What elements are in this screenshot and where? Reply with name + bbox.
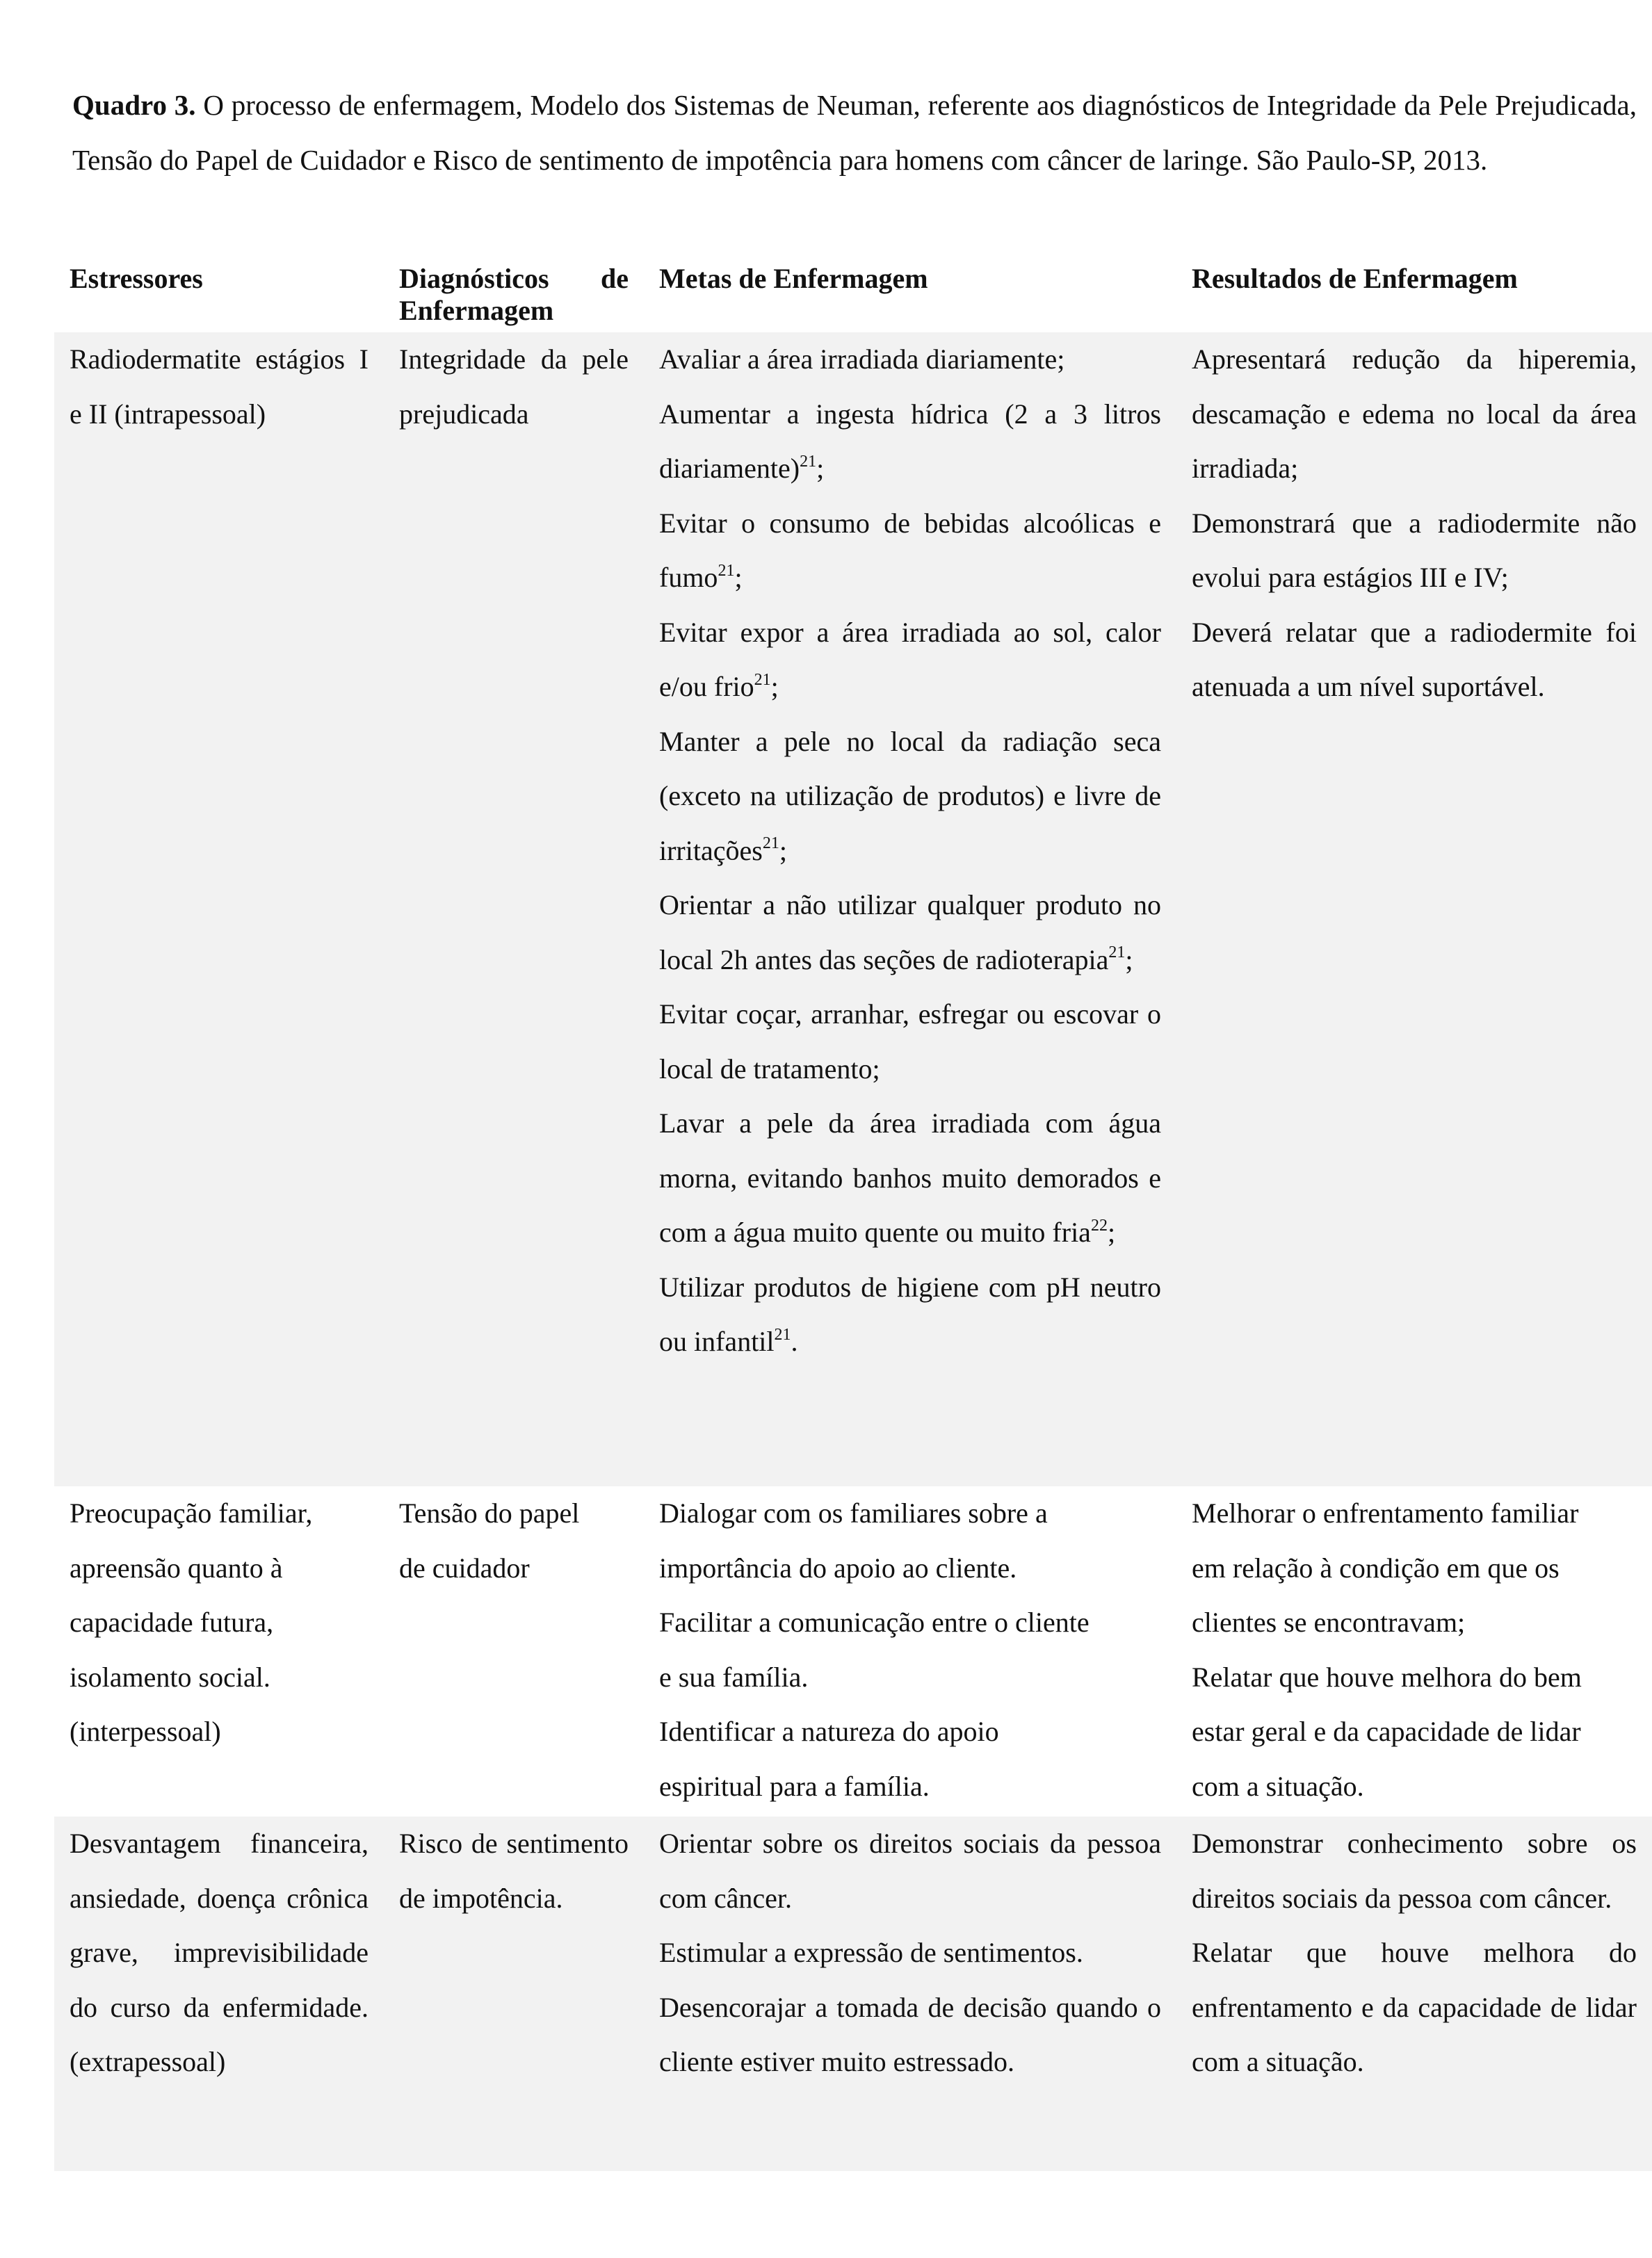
caption-label: Quadro 3. [72,89,196,121]
cell-resultados [1176,1817,1652,2171]
meta-item: Avaliar a área irradiada diariamente; [659,343,1065,375]
meta-item: Orientar sobre os direitos sociais da pessoa com câncer. [659,1828,1161,1914]
table-row [54,1817,1652,2171]
resultado-item: em relação à condição em que os [1192,1552,1560,1584]
meta-item: Desencorajar a tomada de decisão quando o cliente estiver muito estressado. [659,1991,1161,2077]
reference-number: 21 [1108,943,1126,962]
resultado-item: Apresentará redução da hiperemia, descamação e edema no local da área irradiada; [1192,343,1637,484]
meta-item: Manter a pele no local da radiação seca (exceto na utilização de produtos) e livre de irritações$^{21}$; [659,725,1161,866]
reference-number: 21 [762,834,779,853]
reference-number: 21 [774,1325,791,1344]
resultado-item: com a situação. [1192,1770,1364,1802]
reference-number: 21 [754,670,771,689]
meta-item: Dialogar com os familiares sobre a [659,1497,1048,1529]
cell-estressores: Desvantagem financeira, ansiedade, doença crônica grave, imprevisibilidade do curso da enfermidade. (extrapessoal) [54,1817,384,2171]
cell-diagnostico: Tensão do papel de cuidador [399,1497,580,1584]
meta-item: espiritual para a família. [659,1770,930,1802]
cell-resultados [1176,332,1652,1486]
cell-estressores: Radiodermatite estágios I e II (intrapessoal) [54,332,384,1486]
meta-item: Evitar coçar, arranhar, esfregar ou escovar o local de tratamento; [659,998,1161,1085]
resultado-item: Relatar que houve melhora do bem [1192,1661,1582,1693]
table-row [54,332,1652,1486]
meta-item: Orientar a não utilizar qualquer produto no local 2h antes das seções de radioterapia$^{21}$; [659,889,1161,975]
resultado-item: Deverá relatar que a radiodermite foi atenuada a um nível suportável. [1192,616,1637,702]
meta-item: Aumentar a ingesta hídrica (2 a 3 litros diariamente)$^{21}$; [659,398,1161,484]
header-resultados: Resultados de Enfermagem [1192,263,1518,294]
caption-text: O processo de enfermagem, Modelo dos Sistemas de Neuman, referente aos diagnósticos de Integridade da Pele Prejudicada, Tensão do Papel de Cuidador e Risco de sentimento de impotência para homens com câncer de laringe. São Paulo-SP, 2013. [72,89,1637,176]
cell-metas [644,1486,1176,1817]
reference-number: 21 [718,561,735,580]
cell-diagnostico: Risco de sentimento de impotência. [384,1817,644,2171]
cell-diagnostico: Integridade da pele prejudicada [384,332,644,1486]
table-header-row [54,259,1652,332]
resultado-item: Melhorar o enfrentamento familiar [1192,1497,1579,1529]
meta-item: Evitar expor a área irradiada ao sol, calor e/ou frio$^{21}$; [659,616,1161,702]
reference-number: 21 [800,452,817,471]
table-row [54,1486,1652,1817]
resultado-item: Demonstrará que a radiodermite não evolui para estágios III e IV; [1192,507,1637,593]
cell-resultados [1176,1486,1652,1817]
meta-item: Evitar o consumo de bebidas alcoólicas e fumo$^{21}$; [659,507,1161,593]
cell-metas [644,1817,1176,2171]
header-estressores: Estressores [70,263,203,294]
cell-metas [644,332,1176,1486]
meta-item: Estimular a expressão de sentimentos. [659,1937,1083,1968]
header-metas: Metas de Enfermagem [659,263,928,294]
meta-item: Lavar a pele da área irradiada com água morna, evitando banhos muito demorados e com a água muito quente ou muito fria$^{22}$; [659,1107,1161,1248]
resultado-item: estar geral e da capacidade de lidar [1192,1716,1581,1747]
table-caption [72,78,1637,188]
nursing-process-table [54,259,1652,2171]
meta-item: e sua família. [659,1661,809,1693]
cell-estressores: Preocupação familiar, apreensão quanto à capacidade futura, isolamento social. (interpessoal) [70,1497,313,1747]
resultado-item: clientes se encontravam; [1192,1607,1466,1638]
meta-item: Identificar a natureza do apoio [659,1716,999,1747]
meta-item: importância do apoio ao cliente. [659,1552,1017,1584]
header-diagnosticos: Diagnósticos de Enfermagem [399,263,629,326]
reference-number: 22 [1090,1216,1108,1235]
resultado-item: Relatar que houve melhora do enfrentamento e da capacidade de lidar com a situação. [1192,1937,1637,2077]
resultado-item: Demonstrar conhecimento sobre os direitos sociais da pessoa com câncer. [1192,1828,1637,1914]
meta-item: Facilitar a comunicação entre o cliente [659,1607,1090,1638]
meta-item: Utilizar produtos de higiene com pH neutro ou infantil$^{21}$. [659,1271,1161,1357]
